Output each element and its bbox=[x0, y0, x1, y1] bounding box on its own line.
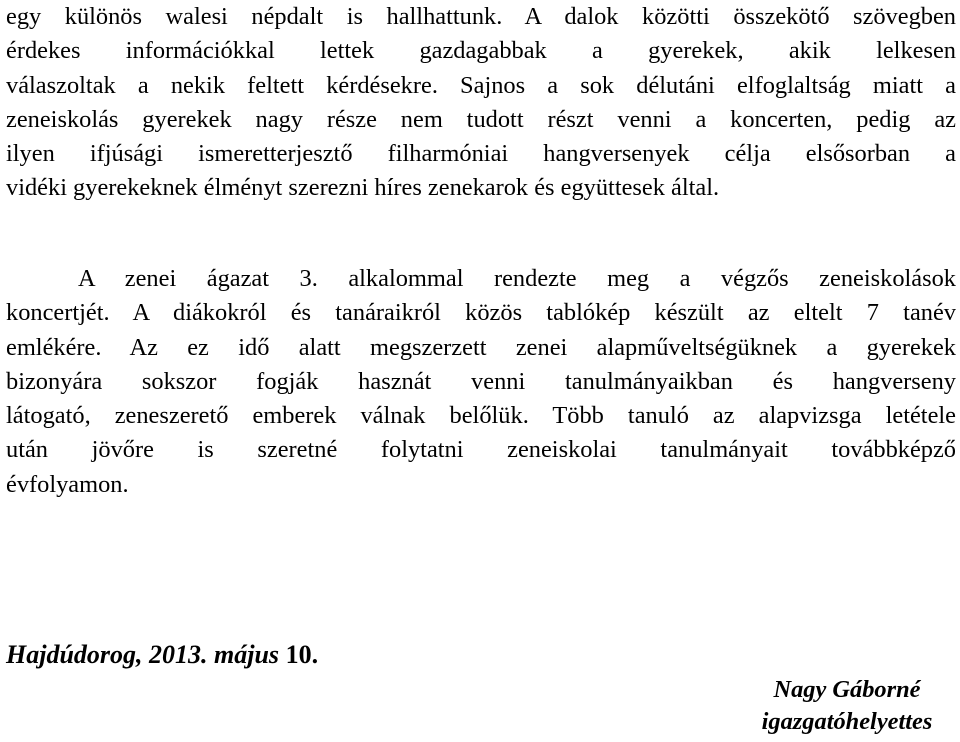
text-line: válaszoltak a nekik feltett kérdésekre. Sajnos a sok délutáni elfoglaltság miatt a bbox=[6, 71, 956, 99]
text-line: vidéki gyerekeknek élményt szerezni híres zenekarok és együttesek által. bbox=[6, 174, 720, 202]
date-day: 10. bbox=[285, 640, 319, 669]
signatory-title: igazgatóhelyettes bbox=[761, 708, 933, 735]
text-line: látogató, zeneszerető emberek válnak belőlük. Több tanuló az alapvizsga letétele bbox=[6, 402, 956, 430]
text-line: egy különös walesi népdalt is hallhattunk. A dalok közötti összekötő szövegben bbox=[6, 3, 956, 30]
paragraph-graduation-concert bbox=[6, 262, 956, 502]
place-date-text: Hajdúdorog, 2013. május bbox=[6, 640, 286, 669]
place-and-date bbox=[6, 640, 318, 670]
text-line: évfolyamon. bbox=[6, 470, 129, 498]
text-line: zeneiskolás gyerekek nagy része nem tudott részt venni a koncerten, pedig az bbox=[6, 105, 956, 133]
text-line: koncertjét. A diákokról és tanáraikról közös tablókép készült az eltelt 7 tanév bbox=[6, 299, 956, 327]
text-line: bizonyára sokszor fogják hasznát venni tanulmányaikban és hangverseny bbox=[6, 367, 956, 395]
paragraph-concert-report bbox=[6, 0, 956, 206]
text-line: emlékére. Az ez idő alatt megszerzett zenei alapműveltségüknek a gyerekek bbox=[6, 333, 956, 361]
text-line: után jövőre is szeretné folytatni zeneiskolai tanulmányait továbbképző bbox=[6, 436, 956, 464]
text-line: ilyen ifjúsági ismeretterjesztő filharmóniai hangversenyek célja elsősorban a bbox=[6, 140, 956, 168]
signatory-name: Nagy Gáborné bbox=[773, 676, 921, 703]
text-line: A zenei ágazat 3. alkalommal rendezte meg a végzős zeneiskolások bbox=[78, 265, 956, 292]
text-line: érdekes információkkal lettek gazdagabbak a gyerekek, akik lelkesen bbox=[6, 37, 956, 65]
signature-block bbox=[734, 674, 960, 738]
